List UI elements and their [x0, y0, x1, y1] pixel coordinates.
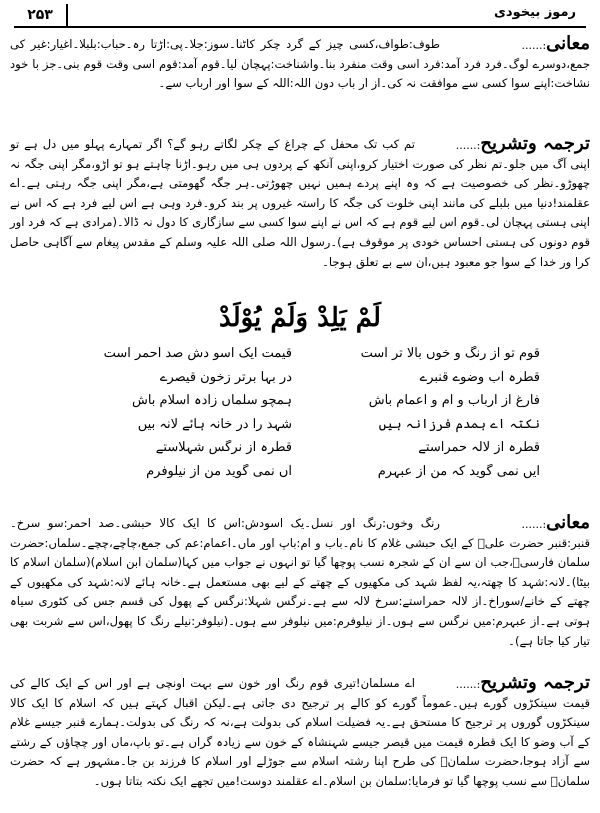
meanings-heading-1: معانی [546, 33, 590, 54]
couplet [60, 393, 540, 417]
translation-dots-2: :...... [455, 678, 481, 691]
meanings-text-1 [10, 35, 590, 94]
misra-first: قطرہ از لالہ حمراستے [418, 440, 540, 455]
misra-second: شہد را در خانہ ہائے لانہ بیں [137, 416, 292, 432]
translation-text-1 [10, 135, 590, 272]
translation-heading-2: ترجمہ وتشریح [480, 672, 590, 693]
meanings-dots-2: :...... [521, 518, 547, 531]
translation-heading-1: ترجمہ وتشریح [480, 133, 590, 154]
page-number: ۲۵۳ [14, 4, 68, 26]
misra-second: قطرہ از نرگس شہلاستے [155, 440, 292, 455]
misra-second: قیمت ایک اسو دش صد احمر است [103, 346, 292, 361]
misra-first: قطرہ آب وضوے قنبرے [419, 369, 540, 385]
misra-first: ایں نمی گوید کہ من از عبہرم [377, 463, 540, 479]
couplet [60, 370, 540, 394]
misra-first: فارغ از ارباب و ام و اعمام باش [368, 393, 540, 408]
meanings-body-1: طوف:طواف،کسی چیز کے گرد چکر کاٹنا۔سوز:جلا۔پی:اڑتا رہ۔حباب:بلبلا۔اغیار:غیر کی جمع،دوسرے لوگ۔فرد فرد آمد:فرد اسی وقت منفرد بنا۔واشناخت:پہچان لیا۔قوم آمد:قوم اسی وقت قوم بنی۔جز با خود نشاخت:اپنے سوا کسی سے موافقت نہ کی۔از ار باب دون اللہ:اللہ کے سوا اور ارباب سے۔ [10, 37, 590, 91]
couplet [60, 417, 540, 441]
couplet [60, 464, 540, 488]
couplet [60, 440, 540, 464]
translation-dots-1: :...... [455, 139, 481, 152]
verse-heading: لَمْ یَلِدْ وَلَمْ یُوْلَدْ [219, 303, 381, 333]
couplet [60, 346, 540, 370]
translation-text-2 [10, 674, 590, 792]
meanings-text-2 [10, 514, 590, 651]
misra-second: آں نمی گوید من از نیلوفرم [146, 463, 292, 479]
misra-second: ہمچو سلماں زادہ اسلام باش [131, 393, 292, 408]
page-header [14, 4, 586, 28]
misra-first: نکتہ اے ہمدم فرزانہ ہیں [378, 416, 540, 432]
running-title: رموز بیخودی [494, 5, 576, 20]
couplets [60, 346, 540, 487]
translation-body-2: اے مسلمان!تیری قوم رنگ اور خون سے بہت اونچی ہے اور اس کے ایک کالے کی قیمت سینکڑوں گورے ہیں۔عموماً گورے کو کالے پر ترجیح دی جاتی ہے۔لیکن اقبال کہتے ہیں کہ اسلام کا ایک کالا سینکڑوں گوروں پر ترجیح کا مستحق ہے۔یہ فضیلت اسلام کی بدولت ہے،نہ کہ رنگ کی بدولت۔ہمارے قنبر جیسے غلام کے آب وضو کا ایک قطرہ قیمت میں قیصر جیسے شہنشاہ کے خون سے زیادہ گراں ہے۔تو باپ،ماں اور چچاؤں کے رشتے سے آزاد ہوجا،حضرت سلمانؓ کی طرح اپنا رشتہ اسلام سے جوڑلے اور اسلام کا فرزند بن جا۔مشہور ہے کہ حضرت سلمانؓ سے نسب پوچھا گیا تو فرمایا:سلمان بن اسلام۔اے عقلمند دوست!میں تجھے ایک نکتہ بتاتا ہوں۔ [10, 676, 590, 788]
meanings-dots-1: :...... [521, 39, 547, 52]
misra-first: قوم تو از رنگ و خوں بالا تر است [360, 346, 540, 361]
meanings-body-2: رنگ وخوں:رنگ اور نسل۔یک اسودش:اس کا ایک کالا حبشی۔صد احمر:سو سرخ۔قنبر:قنبر حضرت علیؓ کے ایک حبشی غلام کا نام۔باب و ام:باپ اور ماں۔اعمام:عم کی جمع،چاچے،چچے۔سلماں:حضرت سلمان فارسیؓ،جب ان سے ان کے شجرہ نسب پوچھا گیا تو انہوں نے جواب میں کہا(سلمان ابن اسلام)(سلمان اسلام کا بیٹا)۔لانہ:شہد کا چھتہ،یہ لفظ شہد کی مکھیوں کے چھتے کے لیے بھی مستعمل ہے۔خانہ ہائے لانہ:شہد کی مکھیوں کے چھتے کے خانے/سوراخ۔از لالہ حمراستے:سرخ لالہ سے ہے۔نرگس شہلا:نرگس کے پھول کی قسم جس کی کٹوری سیاہ ہوتی ہے۔از عبہرم:میں نرگس سے ہوں۔از نیلوفرم:میں نیلوفر سے ہوں۔(نیلوفر:نیلے رنگ کا پھول،اس سے شربت بھی تیار کیا جاتا ہے)۔ [10, 516, 590, 648]
misra-second: در بہا برتر زخون قیصرے [159, 369, 292, 385]
meanings-heading-2: معانی [546, 512, 590, 533]
translation-body-1: تم کب تک محفل کے چراغ کے چکر لگاتے رہو گے؟ اگر تمہارے پہلو میں دل ہے تو اپنی آگ میں جلو۔تم نظر کی صورت اختیار کرو،اپنی آنکھ کے پردوں ہی میں رہو۔اڑنا چاہتے ہو تو اڑو،مگر اپنی جگہ نہ چھوڑو۔نظر کی خصوصیت ہے کہ وہ اپنے پردے ہمیں نہیں چھوڑتی۔ہر جگہ گھومتی ہے،مگر اپنی جگہ رہتی ہے۔اے عقلمند!دنیا میں بلبلے کی مانند اپنی خلوت کی جگہ کا راستہ غیروں پر بند کرو۔فرد وہی ہے اس لیے فرد ہے کہ اس نے اپنی ہستی پہچان لی۔قوم اس لیے قوم ہے کہ اس نے اپنے سوا کسی سے سازگاری کا دول نہ ڈالا۔(مرادی ہے کہ فرد اور قوم دونوں کی ہستی احساس خودی پر موقوف ہے)۔رسول اللہ صلی اللہ علیہ وسلم کے مقدس پیغام سے آگاہی حاصل کرا ور خدا کے سوا جو معبود ہیں،ان سے بے تعلق ہوجا۔ [10, 137, 590, 269]
